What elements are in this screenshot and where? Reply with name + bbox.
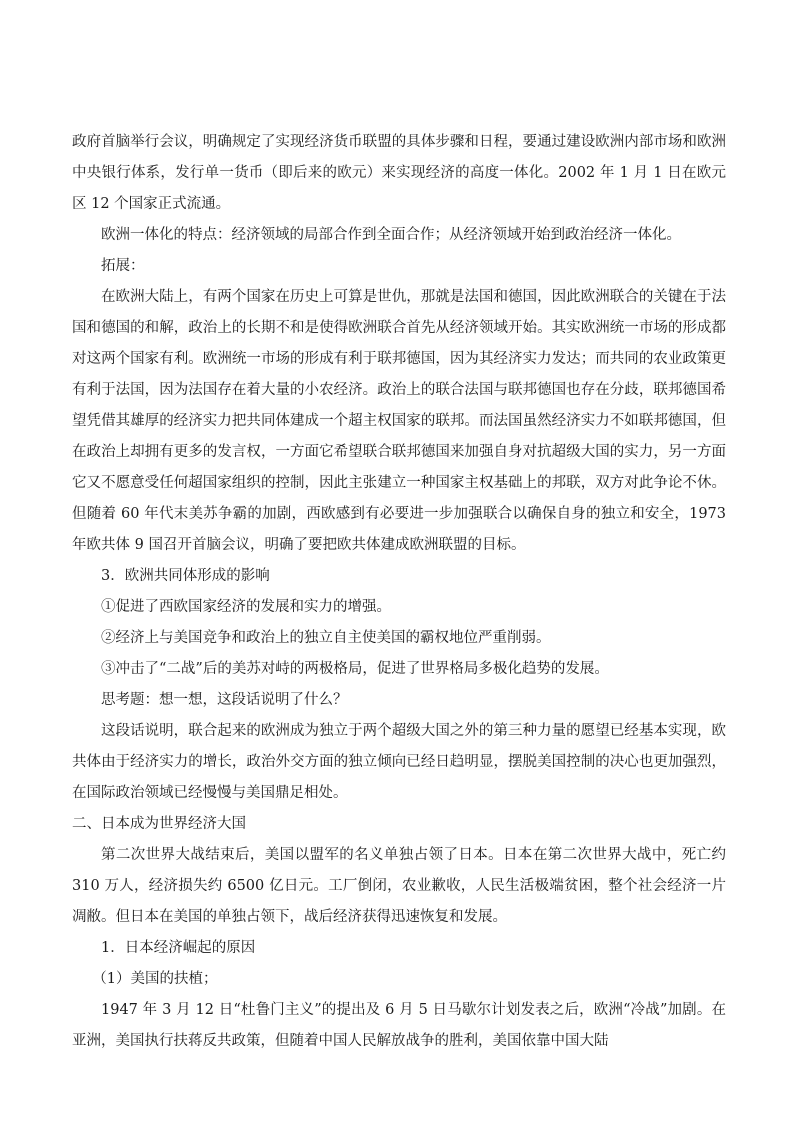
document-body bbox=[72, 127, 726, 1057]
section-heading-impact: 3．欧洲共同体形成的影响 bbox=[101, 568, 270, 584]
paragraph-eu-monetary-union: 政府首脑举行会议，明确规定了实现经济货币联盟的具体步骤和日程，要通过建设欧洲内部市场和欧洲中央银行体系，发行单一货币（即后来的欧元）来实现经济的高度一体化。2002 年 1 月 1 日在欧元区 12 个国家正式流通。 bbox=[72, 134, 726, 212]
list-item-impact-3: ③冲击了“二战”后的美苏对峙的两极格局，促进了世界格局多极化趋势的发展。 bbox=[101, 661, 609, 677]
paragraph-integration-features: 欧洲一体化的特点：经济领域的局部合作到全面合作；从经济领域开始到政治经济一体化。 bbox=[101, 227, 681, 243]
list-item-impact-1: ①促进了西欧国家经济的发展和实力的增强。 bbox=[101, 599, 391, 615]
subheading-japan-rise-reasons: 1．日本经济崛起的原因 bbox=[101, 940, 256, 956]
paragraph-expansion-label: 拓展： bbox=[101, 258, 145, 274]
paragraph-japan-postwar: 第二次世界大战结束后，美国以盟军的名义单独占领了日本。日本在第二次世界大战中，死亡约 310 万人，经济损失约 6500 亿日元。工厂倒闭，农业歉收，人民生活极端贫困，整个社会经济一片凋敝。但日本在美国的单独占领下，战后经济获得迅速恢复和发展。 bbox=[72, 847, 726, 925]
paragraph-france-germany: 在欧洲大陆上，有两个国家在历史上可算是世仇，那就是法国和德国，因此欧洲联合的关键在于法国和德国的和解，政治上的长期不和是使得欧洲联合首先从经济领域开始。其实欧洲统一市场的形成都对这两个国家有利。欧洲统一市场的形成有利于联邦德国，因为其经济实力发达；而共同的农业政策更有利于法国，因为法国存在着大量的小农经济。政治上的联合法国与联邦德国也存在分歧，联邦德国希望凭借其雄厚的经济实力把共同体建成一个超主权国家的联邦。而法国虽然经济实力不如联邦德国，但在政治上却拥有更多的发言权，一方面它希望联合联邦德国来加强自身对抗超级大国的实力，另一方面它又不愿意受任何超国家组织的控制，因此主张建立一种国家主权基础上的邦联，双方对此争论不休。但随着 60 年代末美苏争霸的加剧，西欧感到有必要进一步加强联合以确保自身的独立和安全，1973 年欧共体 9 国召开首脑会议，明确了要把欧共体建成欧洲联盟的目标。 bbox=[72, 289, 726, 553]
paragraph-answer: 这段话说明，联合起来的欧洲成为独立于两个超级大国之外的第三种力量的愿望已经基本实现，欧共体由于经济实力的增长，政治外交方面的独立倾向已经日趋明显，摆脱美国控制的决心也更加强烈，在国际政治领域已经慢慢与美国鼎足相处。 bbox=[72, 723, 726, 801]
paragraph-truman-doctrine: 1947 年 3 月 12 日“杜鲁门主义”的提出及 6 月 5 日马歇尔计划发表之后，欧洲“冷战”加剧。在亚洲，美国执行扶蒋反共政策，但随着中国人民解放战争的胜利，美国依靠中国大陆 bbox=[72, 1002, 726, 1049]
list-item-impact-2: ②经济上与美国竞争和政治上的独立自主使美国的霸权地位严重削弱。 bbox=[101, 630, 551, 646]
section-heading-japan: 二、日本成为世界经济大国 bbox=[72, 816, 246, 832]
paragraph-question: 思考题：想一想，这段话说明了什么？ bbox=[101, 692, 348, 708]
subheading-us-support: （1）美国的扶植； bbox=[92, 971, 218, 987]
